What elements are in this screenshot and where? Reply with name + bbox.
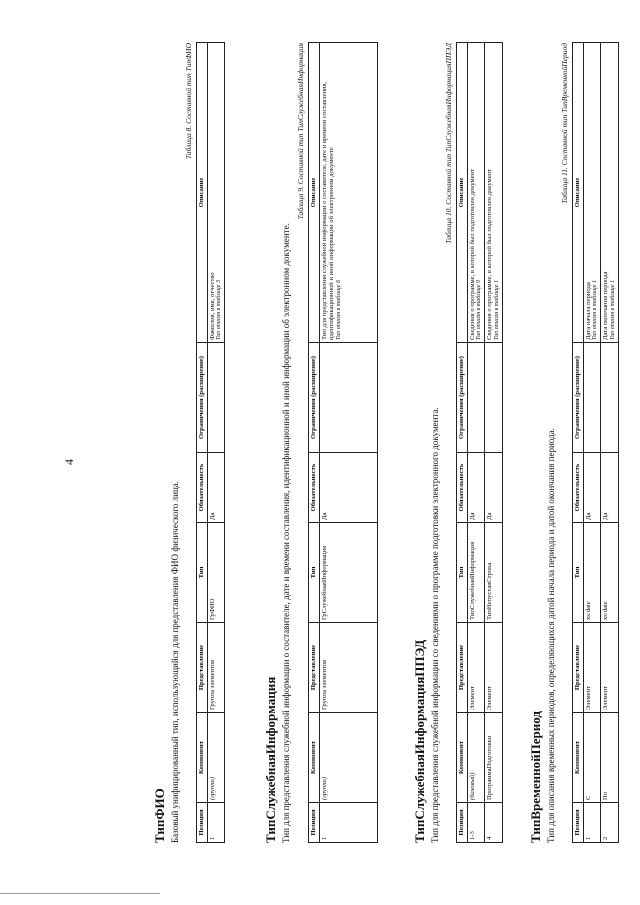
table-header-row — [309, 43, 320, 843]
col-header: Представление — [457, 623, 468, 713]
desc-ref: Тип описан в таблице 1 — [493, 280, 500, 340]
page-number: 4 — [62, 459, 76, 465]
table-row — [601, 43, 618, 843]
cell-component: ПрограммаПодготовки — [485, 713, 502, 803]
col-header: Компонент — [457, 713, 468, 803]
desc-ref: Тип описан в таблице 1 — [609, 280, 616, 340]
col-header: Компонент — [309, 713, 320, 803]
table-row — [583, 43, 600, 843]
scan-edge-line — [0, 893, 160, 894]
col-header: Тип — [457, 523, 468, 623]
col-header: Компонент — [197, 713, 208, 803]
table-header-row — [573, 43, 584, 843]
cell-type: ТипНепустаяСтрока — [485, 523, 502, 623]
cell-limits — [485, 343, 502, 453]
col-header: Обязательность — [457, 453, 468, 523]
cell-limits — [207, 343, 224, 453]
col-header: Обязательность — [197, 453, 208, 523]
cell-req: Да — [601, 453, 618, 523]
table-row — [467, 43, 484, 843]
cell-limits — [583, 343, 600, 453]
col-header: Компонент — [573, 713, 584, 803]
table-caption-8: Таблица 8. Составной тип ТипФИО — [184, 43, 193, 160]
cell-repr: Группа элементов — [319, 623, 377, 713]
table-caption-10: Таблица 10. Составной тип ТипСлужебнаяИнформацияППЭД — [444, 43, 453, 244]
cell-req: Да — [319, 453, 377, 523]
cell-type: ТипСлужебнаяИнформация — [467, 523, 484, 623]
desc-text: Сведения о программе, в которой был подготовлен документ — [468, 168, 476, 340]
cell-desc — [601, 43, 618, 343]
cell-pos: 2 — [601, 803, 618, 843]
cell-repr: Группа элементов — [207, 623, 224, 713]
col-header: Тип — [197, 523, 208, 623]
col-header: Описание — [573, 43, 584, 343]
col-header: Позиция — [309, 803, 320, 843]
cell-type: xs:date — [583, 523, 600, 623]
col-header: Обязательность — [309, 453, 320, 523]
table-10 — [456, 42, 503, 843]
table-row — [485, 43, 502, 843]
table-caption-9: Таблица 9. Составной тип ТипСлужебнаяИнформация — [296, 43, 305, 220]
desc-text: Фамилия, имя, отчество — [208, 272, 216, 340]
col-header: Описание — [457, 43, 468, 343]
cell-component: (группа) — [207, 713, 224, 803]
cell-desc — [467, 43, 484, 343]
col-header: Позиция — [197, 803, 208, 843]
cell-component: С — [583, 713, 600, 803]
cell-desc — [207, 43, 224, 343]
col-header: Позиция — [457, 803, 468, 843]
col-header: Представление — [197, 623, 208, 713]
col-header: Тип — [573, 523, 584, 623]
table-caption-11: Таблица 11. Составной тип ТипВременнойПериод — [560, 43, 569, 204]
cell-desc — [319, 43, 377, 343]
section-title-sluzh: ТипСлужебнаяИнформация — [263, 676, 278, 843]
table-header-row — [457, 43, 468, 843]
desc-text: Сведения о программе, в которой был подготовлен документ — [486, 168, 494, 340]
table-row — [207, 43, 224, 843]
col-header: Описание — [309, 43, 320, 343]
cell-component: (группа) — [319, 713, 377, 803]
cell-component: (базовый) — [467, 713, 484, 803]
cell-req: Да — [467, 453, 484, 523]
desc-text: Дата начала периода — [584, 282, 592, 340]
cell-repr: Элемент — [601, 623, 618, 713]
cell-repr: Элемент — [467, 623, 484, 713]
cell-desc — [485, 43, 502, 343]
desc-text: Тип для представления служебной информации о составителе, дате и времени составления, идентификационной и иной информации об электронном документе — [320, 81, 336, 340]
section-title-ppэd: ТипСлужебнаяИнформацияППЭД — [412, 639, 427, 843]
desc-ref: Тип описан в таблице 6 — [335, 280, 342, 340]
cell-req: Да — [485, 453, 502, 523]
cell-limits — [467, 343, 484, 453]
cell-component: По — [601, 713, 618, 803]
cell-pos: 1 — [583, 803, 600, 843]
table-row — [319, 43, 377, 843]
section-intro-ppэd: Тип для представления служебной информации со сведениями о программе подготовки электронного документа. — [430, 407, 440, 843]
col-header: Представление — [573, 623, 584, 713]
section-intro-sluzh: Тип для представления служебной информации о составителе, дате и времени составления, идентификационной и иной информации об электронном документе. — [281, 223, 291, 843]
cell-pos: 1-3 — [467, 803, 484, 843]
col-header: Представление — [309, 623, 320, 713]
desc-ref: Тип описан в таблице 1 — [592, 280, 599, 340]
cell-pos: 1 — [319, 803, 377, 843]
desc-text: Дата окончания периода — [602, 271, 610, 340]
col-header: Позиция — [573, 803, 584, 843]
cell-limits — [601, 343, 618, 453]
section-title-period: ТипВременнойПериод — [528, 711, 543, 843]
col-header: Тип — [309, 523, 320, 623]
col-header: Ограничения (расширение) — [309, 343, 320, 453]
cell-limits — [319, 343, 377, 453]
col-header: Обязательность — [573, 453, 584, 523]
section-intro-tipfio: Базовый унифицированный тип, использующийся для представления ФИО физического лица. — [170, 480, 180, 843]
table-header-row — [197, 43, 208, 843]
table-11 — [572, 42, 619, 843]
table-8 — [196, 42, 225, 843]
cell-type: ГрФИО — [207, 523, 224, 623]
cell-repr: Элемент — [485, 623, 502, 713]
cell-pos: 4 — [485, 803, 502, 843]
cell-pos: 1 — [207, 803, 224, 843]
cell-req: Да — [583, 453, 600, 523]
col-header: Ограничения (расширение) — [573, 343, 584, 453]
table-9 — [308, 42, 378, 843]
col-header: Описание — [197, 43, 208, 343]
cell-req: Да — [207, 453, 224, 523]
desc-ref: Тип описан в таблице 9 — [476, 280, 483, 340]
cell-repr: Элемент — [583, 623, 600, 713]
cell-type: ГрСлужебнаяИнформация — [319, 523, 377, 623]
col-header: Ограничения (расширение) — [197, 343, 208, 453]
cell-desc — [583, 43, 600, 343]
section-title-tipfio: ТипФИО — [152, 788, 167, 843]
desc-ref: Тип описан в таблице 3 — [216, 280, 223, 340]
cell-type: xs:date — [601, 523, 618, 623]
section-intro-period: Тип для описания временных периодов, определяющихся датой начала периода и датой окончания периода. — [546, 428, 556, 843]
col-header: Ограничения (расширение) — [457, 343, 468, 453]
